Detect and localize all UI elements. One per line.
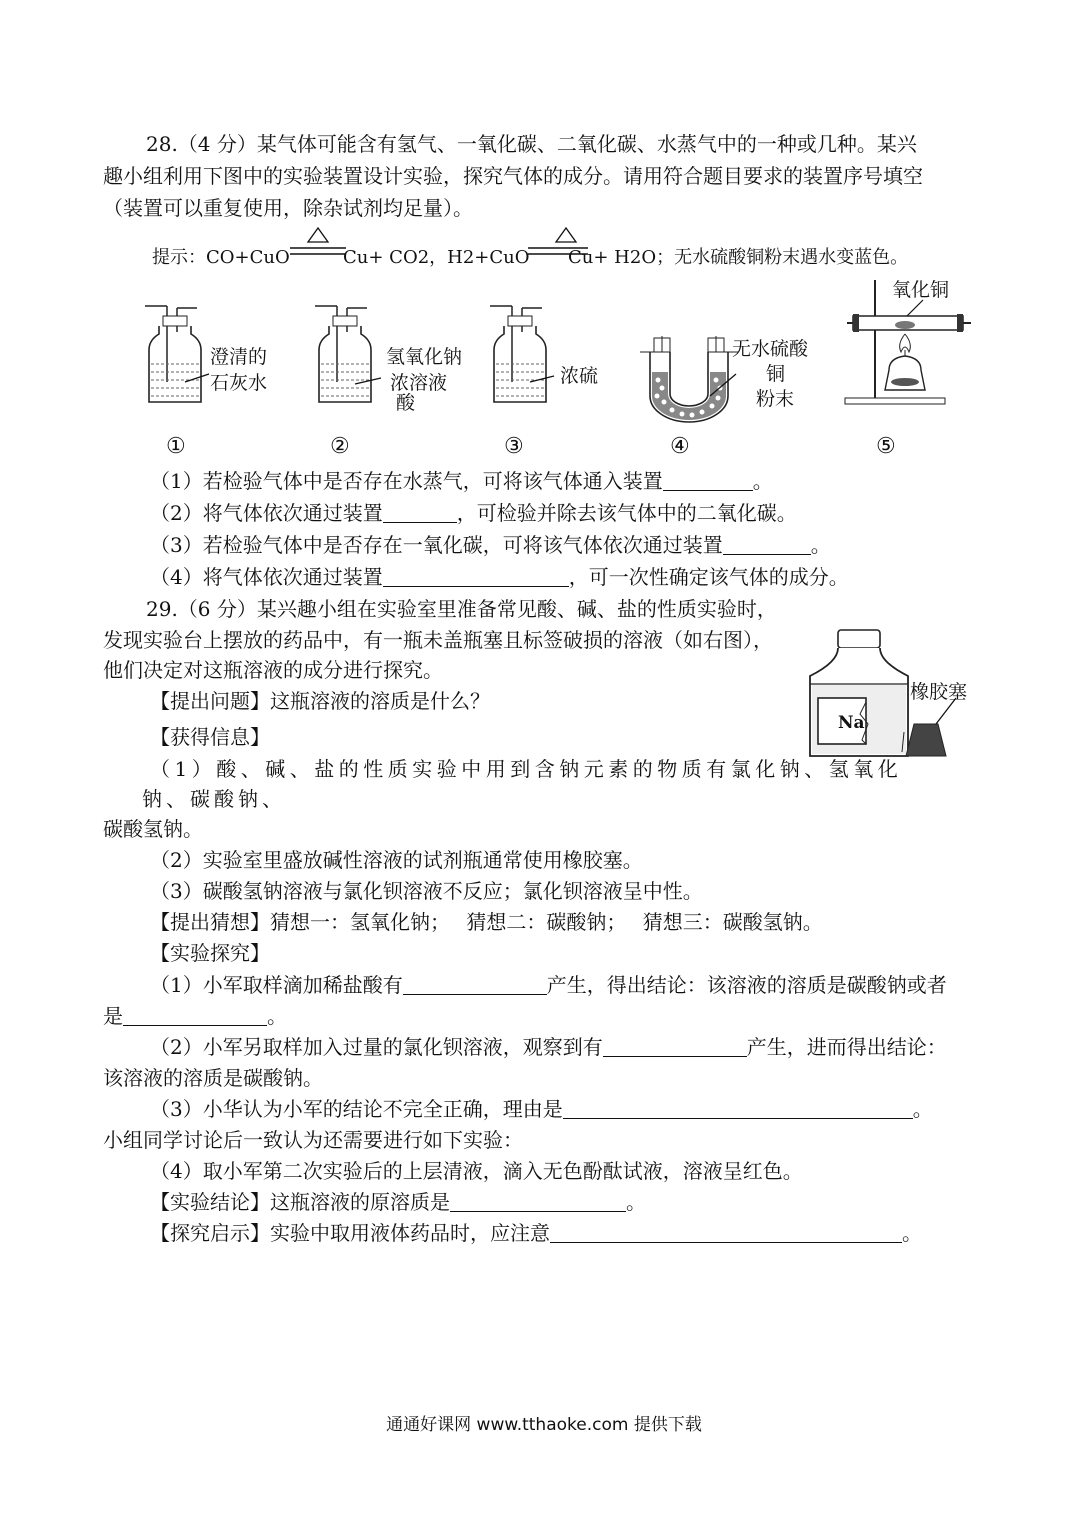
- q29-line3: 他们决定对这瓶溶液的成分进行探究。: [103, 658, 443, 682]
- app2-label-3: 酸: [396, 392, 416, 414]
- q29-info-title: 【获得信息】: [150, 725, 270, 749]
- q29-info1c: 碳酸氢钠。: [103, 817, 203, 841]
- stopper-label: 橡胶塞: [910, 681, 968, 703]
- answer-blank-29-2[interactable]: [123, 1005, 267, 1026]
- q29-e1-cont: 是 。: [103, 1004, 287, 1028]
- app4-label-2: 铜: [766, 363, 786, 385]
- gas-bottle-2-icon: [315, 302, 375, 406]
- q29-conclusion: 【实验结论】这瓶溶液的原溶质是 。: [150, 1190, 646, 1214]
- hint-mid2: Cu+ H2O；无水硫酸铜粉末遇水变蓝色。: [568, 247, 909, 268]
- q28-line1: 28.（4 分）某气体可能含有氢气、一氧化碳、二氧化碳、水蒸气中的一种或几种。某兴: [146, 132, 917, 156]
- gas-bottle-3-icon: [490, 302, 550, 406]
- q29-e2: （2）小军另取样加入过量的氯化钡溶液，观察到有 产生，进而得出结论：: [150, 1035, 947, 1059]
- q29-e4: （4）取小军第二次实验后的上层清液，滴入无色酚酞试液，溶液呈红色。: [150, 1159, 803, 1183]
- bottle-label: Na: [838, 713, 865, 733]
- app3-label: 浓硫: [560, 365, 599, 387]
- q29-e1: （1）小军取样滴加稀盐酸有 产生，得出结论：该溶液的溶质是碳酸钠或者: [150, 973, 947, 997]
- answer-blank-28-2[interactable]: [383, 502, 457, 523]
- answer-blank-28-1[interactable]: [663, 470, 753, 491]
- q29-guess: 【提出猜想】猜想一：氢氧化钠； 猜想二：碳酸钠； 猜想三：碳酸氢钠。: [150, 910, 823, 934]
- app-number-1: ①: [166, 434, 186, 459]
- answer-blank-28-4[interactable]: [383, 566, 569, 587]
- q29-info3: （3）碳酸氢钠溶液与氯化钡溶液不反应；氯化钡溶液呈中性。: [150, 879, 703, 903]
- app1-label-2: 石灰水: [210, 372, 268, 394]
- app4-label-3: 粉末: [756, 388, 795, 410]
- q29-e3-cont: 小组同学讨论后一致认为还需要进行如下实验：: [103, 1128, 523, 1152]
- q28-sub2: （2）将气体依次通过装置 ，可检验并除去该气体中的二氧化碳。: [150, 501, 797, 525]
- q29-info1b: 钠、碳酸钠、: [142, 787, 286, 811]
- answer-blank-29-1[interactable]: [403, 974, 547, 995]
- app4-label-1: 无水硫酸: [732, 338, 809, 360]
- q29-line2: 发现实验台上摆放的药品中，有一瓶未盖瓶塞且标签破损的溶液（如右图），: [103, 628, 773, 652]
- answer-blank-29-5[interactable]: [450, 1191, 626, 1212]
- q29-explore: 【实验探究】: [150, 941, 270, 965]
- app-number-2: ②: [330, 434, 350, 459]
- app-number-5: ⑤: [876, 434, 896, 459]
- hint-mid1: Cu+ CO2，H2+CuO: [343, 247, 530, 268]
- heat-arrow-1-icon: [290, 226, 346, 266]
- app2-label-1: 氢氧化钠: [386, 346, 463, 368]
- answer-blank-28-3[interactable]: [723, 534, 811, 555]
- q28-sub3: （3）若检验气体中是否存在一氧化碳，可将该气体依次通过装置 。: [150, 533, 831, 557]
- answer-blank-29-3[interactable]: [603, 1036, 747, 1057]
- q29-info2: （2）实验室里盛放碱性溶液的试剂瓶通常使用橡胶塞。: [150, 848, 643, 872]
- q29-inspiration: 【探究启示】实验中取用液体药品时，应注意 。: [150, 1221, 922, 1245]
- q28-line2: 趣小组利用下图中的实验装置设计实验，探究气体的成分。请用符合题目要求的装置序号填空: [103, 164, 923, 188]
- q28-sub4: （4）将气体依次通过装置 ，可一次性确定该气体的成分。: [150, 565, 849, 589]
- answer-blank-29-4[interactable]: [563, 1098, 913, 1119]
- gas-bottle-1-icon: [145, 302, 205, 406]
- hint-prefix: 提示：CO+CuO: [152, 247, 290, 268]
- app1-label-1: 澄清的: [210, 346, 268, 368]
- u-tube-icon: [640, 336, 740, 426]
- q29-e2-cont: 该溶液的溶质是碳酸钠。: [103, 1066, 323, 1090]
- q28-line3: （装置可以重复使用，除杂试剂均足量）。: [103, 196, 473, 220]
- app5-label: 氧化铜: [892, 279, 950, 301]
- page-footer: 通通好课网 www.tthaoke.com 提供下载: [386, 1415, 702, 1435]
- q29-info1a: （1）酸、碱、盐的性质实验中用到含钠元素的物质有氯化钠、氢氧化: [150, 757, 903, 781]
- app-number-4: ④: [670, 434, 690, 459]
- q29-line1: 29.（6 分）某兴趣小组在实验室里准备常见酸、碱、盐的性质实验时，: [146, 597, 777, 621]
- app2-label-2: 浓溶液: [390, 372, 448, 394]
- q29-problem: 【提出问题】这瓶溶液的溶质是什么？: [150, 689, 490, 713]
- q28-sub1: （1）若检验气体中是否存在水蒸气，可将该气体通入装置 。: [150, 469, 773, 493]
- q29-e3: （3）小华认为小军的结论不完全正确，理由是 。: [150, 1097, 933, 1121]
- answer-blank-29-6[interactable]: [550, 1222, 902, 1243]
- app-number-3: ③: [504, 434, 524, 459]
